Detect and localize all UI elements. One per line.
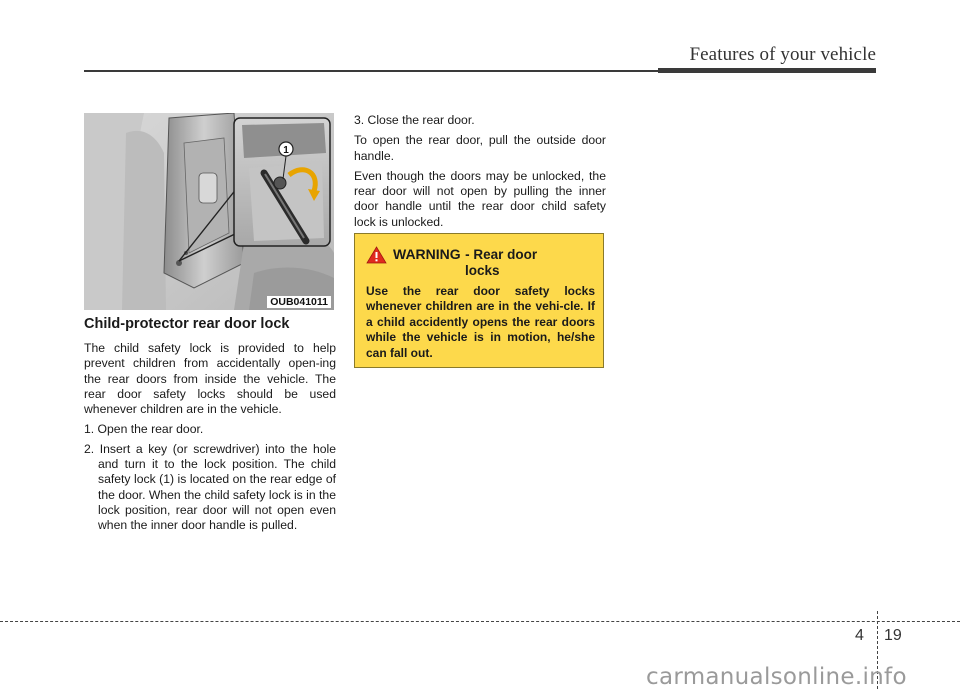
page-number: 19 (884, 627, 902, 644)
door-illustration (84, 113, 334, 310)
warning-label: WARNING (393, 246, 461, 262)
unlock-paragraph: Even though the doors may be unlocked, the rear door will not open by pulling the inner door handle until the rear door child safety lock is unlocked. (354, 168, 606, 229)
intro-paragraph: The child safety lock is provided to help prevent children from accidentally open-ing the rear doors from inside the vehicle. The rear door safety locks should be used whenever children are in the vehicle. (84, 341, 336, 417)
running-header: Features of your vehicle (689, 44, 876, 65)
section-heading: Child-protector rear door lock (84, 316, 290, 332)
right-column (354, 113, 606, 235)
step-3: 3. Close the rear door. (354, 113, 475, 127)
figure-code: OUB041011 (267, 296, 331, 308)
step-1: 1. Open the rear door. (84, 422, 204, 437)
warning-body: Use the rear door safety locks whenever children are in the vehi-cle. If a child accidently opens the rear doors while the vehicle is in motion, he/she can fall out. (366, 284, 595, 360)
step-2: 2. Insert a key (or screwdriver) into the hole and turn it to the lock position. The child safety lock (1) is located on the rear edge of the door. When the child safety lock is in the lock position, rear door will not open even when the inner door handle is pulled. (84, 441, 336, 533)
warning-subtitle-line2: locks (465, 263, 500, 278)
warning-box (354, 233, 604, 368)
header-rule-accent (658, 68, 876, 73)
callout-number: 1 (283, 145, 289, 156)
footer-rule (0, 621, 960, 622)
open-door-paragraph: To open the rear door, pull the outside door handle. (354, 133, 606, 163)
watermark: carmanualsonline.info (646, 664, 907, 690)
warning-triangle-icon (366, 246, 387, 264)
warning-header (366, 246, 595, 264)
warning-subtitle: - Rear door (465, 247, 538, 262)
chapter-number: 4 (855, 627, 864, 644)
left-column (84, 316, 336, 538)
door-lock-drawing (84, 113, 334, 310)
